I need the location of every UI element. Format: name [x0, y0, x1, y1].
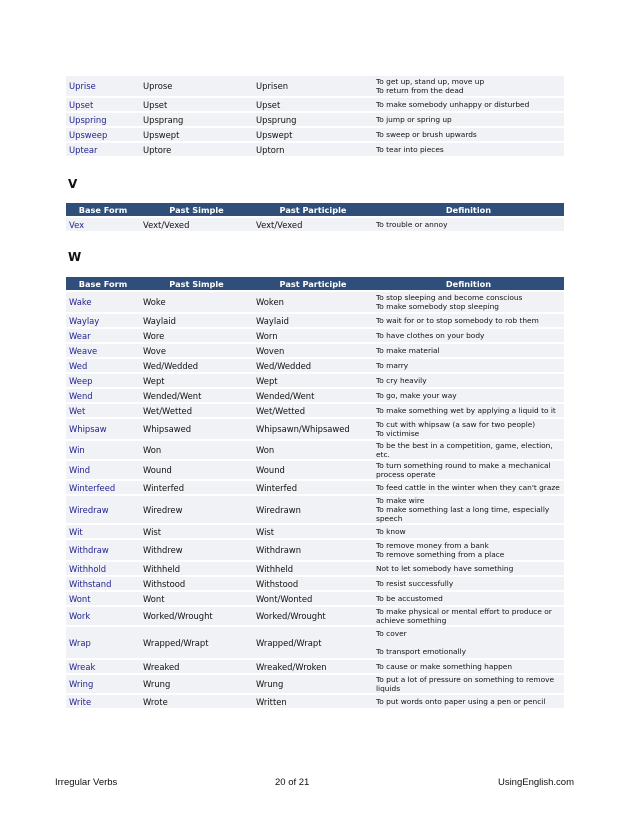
header-definition: Definition [373, 203, 564, 216]
section-letter-v: V [68, 177, 78, 191]
definition-line: To wait for or to stop somebody to rob them [376, 316, 539, 325]
cell-past-participle: Upset [253, 98, 373, 111]
table-row [66, 562, 564, 575]
table-row [66, 607, 564, 625]
cell-past-simple: Upswept [140, 128, 253, 141]
cell-past-participle: Wed/Wedded [253, 359, 373, 372]
cell-base-form: Win [66, 441, 140, 459]
definition-line: To make something wet by applying a liquid to it [376, 406, 556, 415]
table-row [66, 481, 564, 494]
cell-definition [373, 525, 564, 538]
cell-definition [373, 675, 564, 693]
cell-definition [373, 441, 564, 459]
definition-line: To cause or make something happen [376, 662, 513, 671]
definition-line: To go, make your way [376, 391, 457, 400]
cell-base-form: Winterfeed [66, 481, 140, 494]
cell-base-form: Withhold [66, 562, 140, 575]
cell-past-simple: Woke [140, 292, 253, 312]
cell-base-form: Work [66, 607, 140, 625]
verb-table-u [66, 74, 564, 158]
definition-line: To return from the dead [376, 86, 464, 95]
cell-past-participle: Wrapped/Wrapt [253, 627, 373, 658]
definition-line: To make physical or mental effort to produce or achieve something [376, 607, 552, 625]
cell-past-participle: Wrung [253, 675, 373, 693]
cell-definition [373, 98, 564, 111]
cell-definition [373, 540, 564, 560]
cell-definition [373, 481, 564, 494]
definition-line: To know [376, 527, 406, 536]
cell-base-form: Upsweep [66, 128, 140, 141]
definition-line [376, 638, 561, 647]
cell-past-simple: Wept [140, 374, 253, 387]
definition-line: Not to let somebody have something [376, 564, 514, 573]
definition-line: To put a lot of pressure on something to remove liquids [376, 675, 555, 693]
table-row [66, 525, 564, 538]
table-row [66, 314, 564, 327]
header-base-form: Base Form [66, 203, 140, 216]
definition-line: To cry heavily [376, 376, 427, 385]
cell-base-form: Upspring [66, 113, 140, 126]
cell-past-participle: Wont/Wonted [253, 592, 373, 605]
header-past-simple: Past Simple [140, 203, 253, 216]
cell-past-participle: Upsprung [253, 113, 373, 126]
cell-past-simple: Wended/Went [140, 389, 253, 402]
definition-line: To get up, stand up, move up [376, 77, 485, 86]
table-row [66, 577, 564, 590]
cell-past-simple: Wreaked [140, 660, 253, 673]
table-row [66, 344, 564, 357]
cell-past-participle: Vext/Vexed [253, 218, 373, 231]
footer-right: UsingEnglish.com [497, 777, 574, 788]
cell-definition [373, 607, 564, 625]
cell-past-participle: Withheld [253, 562, 373, 575]
footer-page-number: 20 of 21 [275, 777, 310, 788]
cell-base-form: Wont [66, 592, 140, 605]
cell-definition [373, 389, 564, 402]
verb-table-w [66, 275, 564, 710]
table-row [66, 675, 564, 693]
table-row [66, 419, 564, 439]
cell-base-form: Wake [66, 292, 140, 312]
definition-line: To remove money from a bank [376, 541, 489, 550]
cell-definition [373, 374, 564, 387]
cell-past-simple: Wore [140, 329, 253, 342]
cell-past-simple: Upset [140, 98, 253, 111]
cell-past-simple: Withdrew [140, 540, 253, 560]
cell-past-simple: Waylaid [140, 314, 253, 327]
cell-past-simple: Wont [140, 592, 253, 605]
definition-line: To turn something round to make a mechanical process operate [376, 461, 551, 479]
cell-past-participle: Uprisen [253, 76, 373, 96]
cell-past-participle: Won [253, 441, 373, 459]
cell-base-form: Uptear [66, 143, 140, 156]
definition-line: To make material [376, 346, 440, 355]
cell-past-participle: Uptorn [253, 143, 373, 156]
table-row [66, 76, 564, 96]
cell-definition [373, 695, 564, 708]
cell-past-simple: Upsprang [140, 113, 253, 126]
cell-past-participle: Woken [253, 292, 373, 312]
cell-base-form: Waylay [66, 314, 140, 327]
cell-definition [373, 577, 564, 590]
definition-line: To cut with whipsaw (a saw for two people) [376, 420, 536, 429]
definition-line: To marry [376, 361, 409, 370]
cell-base-form: Weep [66, 374, 140, 387]
cell-base-form: Wed [66, 359, 140, 372]
cell-definition [373, 592, 564, 605]
cell-past-participle: Waylaid [253, 314, 373, 327]
cell-definition [373, 562, 564, 575]
cell-definition [373, 329, 564, 342]
cell-past-participle: Worn [253, 329, 373, 342]
cell-base-form: Write [66, 695, 140, 708]
cell-past-participle: Winterfed [253, 481, 373, 494]
cell-past-simple: Uptore [140, 143, 253, 156]
cell-base-form: Uprise [66, 76, 140, 96]
table-row [66, 218, 564, 231]
definition-line: To trouble or annoy [376, 220, 448, 229]
cell-past-participle: Withdrawn [253, 540, 373, 560]
table-row [66, 540, 564, 560]
cell-base-form: Wend [66, 389, 140, 402]
cell-past-participle: Wist [253, 525, 373, 538]
header-definition: Definition [373, 277, 564, 290]
cell-past-simple: Wrung [140, 675, 253, 693]
cell-past-simple: Wed/Wedded [140, 359, 253, 372]
definition-line: To victimise [376, 429, 420, 438]
cell-past-participle: Worked/Wrought [253, 607, 373, 625]
definition-line: To sweep or brush upwards [376, 130, 477, 139]
footer-left: Irregular Verbs [55, 777, 118, 788]
table-row [66, 627, 564, 658]
cell-definition [373, 660, 564, 673]
table-row [66, 404, 564, 417]
cell-past-participle: Written [253, 695, 373, 708]
cell-definition [373, 218, 564, 231]
table-header-row [66, 277, 564, 290]
table-header-row [66, 203, 564, 216]
cell-base-form: Whipsaw [66, 419, 140, 439]
cell-base-form: Wit [66, 525, 140, 538]
definition-line: To cover [376, 629, 407, 638]
table-row [66, 329, 564, 342]
definition-line: To put words onto paper using a pen or pencil [376, 697, 546, 706]
cell-base-form: Wet [66, 404, 140, 417]
definition-line: To make somebody stop sleeping [376, 302, 499, 311]
definition-line: To be accustomed [376, 594, 443, 603]
cell-past-simple: Wove [140, 344, 253, 357]
table-row [66, 143, 564, 156]
cell-past-participle: Wreaked/Wroken [253, 660, 373, 673]
cell-past-participle: Wended/Went [253, 389, 373, 402]
cell-past-simple: Won [140, 441, 253, 459]
cell-definition [373, 143, 564, 156]
cell-past-simple: Wist [140, 525, 253, 538]
cell-base-form: Vex [66, 218, 140, 231]
cell-definition [373, 76, 564, 96]
header-base-form: Base Form [66, 277, 140, 290]
cell-definition [373, 113, 564, 126]
cell-past-participle: Whipsawn/Whipsawed [253, 419, 373, 439]
header-past-participle: Past Participle [253, 277, 373, 290]
cell-definition [373, 344, 564, 357]
cell-past-simple: Wrapped/Wrapt [140, 627, 253, 658]
cell-past-simple: Withstood [140, 577, 253, 590]
cell-base-form: Wear [66, 329, 140, 342]
cell-base-form: Upset [66, 98, 140, 111]
cell-past-simple: Winterfed [140, 481, 253, 494]
table-row [66, 359, 564, 372]
cell-base-form: Wring [66, 675, 140, 693]
cell-past-simple: Wiredrew [140, 496, 253, 523]
cell-definition [373, 314, 564, 327]
cell-base-form: Wiredraw [66, 496, 140, 523]
cell-past-simple: Whipsawed [140, 419, 253, 439]
cell-past-participle: Withstood [253, 577, 373, 590]
cell-past-simple: Wound [140, 461, 253, 479]
section-letter-w: W [68, 250, 82, 264]
cell-base-form: Wrap [66, 627, 140, 658]
table-row [66, 292, 564, 312]
definition-line: To make something last a long time, especially speech [376, 505, 550, 523]
table-row [66, 461, 564, 479]
cell-definition [373, 461, 564, 479]
table-row [66, 660, 564, 673]
cell-past-simple: Worked/Wrought [140, 607, 253, 625]
table-row [66, 389, 564, 402]
cell-past-participle: Wet/Wetted [253, 404, 373, 417]
cell-base-form: Withstand [66, 577, 140, 590]
cell-past-simple: Wet/Wetted [140, 404, 253, 417]
table-row [66, 695, 564, 708]
cell-past-participle: Woven [253, 344, 373, 357]
header-past-participle: Past Participle [253, 203, 373, 216]
cell-base-form: Weave [66, 344, 140, 357]
table-row [66, 128, 564, 141]
definition-line: To transport emotionally [376, 647, 467, 656]
cell-definition [373, 404, 564, 417]
table-row [66, 98, 564, 111]
cell-past-simple: Vext/Vexed [140, 218, 253, 231]
definition-line: To tear into pieces [376, 145, 444, 154]
header-past-simple: Past Simple [140, 277, 253, 290]
table-row [66, 374, 564, 387]
cell-definition [373, 419, 564, 439]
cell-past-participle: Wiredrawn [253, 496, 373, 523]
table-row [66, 113, 564, 126]
verb-table-v [66, 201, 564, 233]
cell-past-participle: Upswept [253, 128, 373, 141]
definition-line: To make somebody unhappy or disturbed [376, 100, 530, 109]
cell-definition [373, 627, 564, 658]
definition-line: To have clothes on your body [376, 331, 485, 340]
cell-past-simple: Uprose [140, 76, 253, 96]
cell-definition [373, 496, 564, 523]
definition-line: To be the best in a competition, game, election, etc. [376, 441, 553, 459]
cell-base-form: Wreak [66, 660, 140, 673]
definition-line: To remove something from a place [376, 550, 505, 559]
table-row [66, 441, 564, 459]
table-row [66, 592, 564, 605]
definition-line: To feed cattle in the winter when they can't graze [376, 483, 560, 492]
definition-line: To make wire [376, 496, 425, 505]
cell-definition [373, 292, 564, 312]
cell-past-simple: Withheld [140, 562, 253, 575]
cell-definition [373, 128, 564, 141]
definition-line: To jump or spring up [376, 115, 452, 124]
table-row [66, 496, 564, 523]
cell-past-participle: Wept [253, 374, 373, 387]
cell-past-participle: Wound [253, 461, 373, 479]
cell-past-simple: Wrote [140, 695, 253, 708]
cell-base-form: Wind [66, 461, 140, 479]
cell-definition [373, 359, 564, 372]
definition-line: To resist successfully [376, 579, 454, 588]
cell-base-form: Withdraw [66, 540, 140, 560]
definition-line: To stop sleeping and become conscious [376, 293, 523, 302]
